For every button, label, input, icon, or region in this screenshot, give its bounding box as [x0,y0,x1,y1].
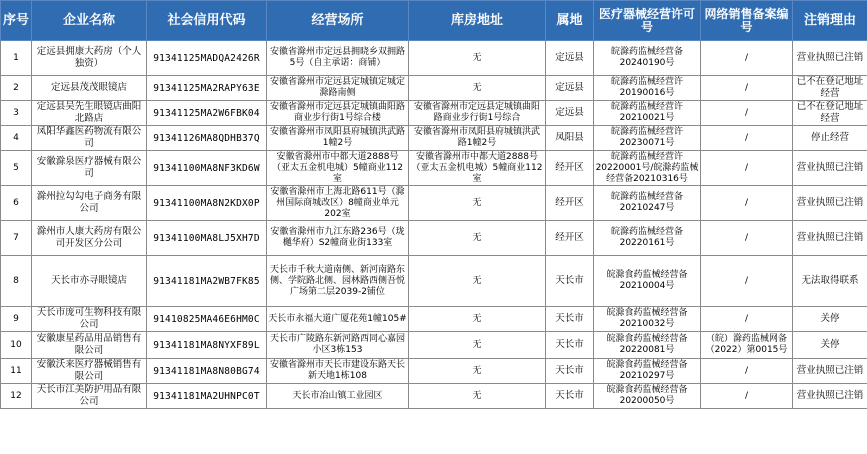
cell-business-address: 安徽省滁州市上海北路611号（滁州国际商城改区）8幢商业单元202室 [267,186,409,221]
cell-license: 皖滁药监械经营备20220161号 [594,221,701,256]
cell-company: 凤阳华鑫医药物流有限公司 [32,126,147,151]
cell-online-record: / [701,307,793,332]
table-row [1,332,867,359]
cell-credit-code: 91341100MA8N2KDX0P [147,186,267,221]
cell-reason: 营业执照已注销 [793,221,867,256]
cell-company: 定远县吴先生眼镜店曲阳北路店 [32,101,147,126]
cell-seq: 9 [1,307,32,332]
cell-region: 经开区 [546,151,594,186]
cell-credit-code: 91341125MA2RAPY63E [147,76,267,101]
cell-warehouse-address: 无 [409,76,546,101]
header-business-address: 经营场所 [267,1,409,41]
cell-region: 天长市 [546,332,594,359]
cell-license: 皖滁药监械经营许20190016号 [594,76,701,101]
table-row [1,384,867,409]
cell-license: 皖滁药监械经营许20220001号/皖滁药监械经营备20210316号 [594,151,701,186]
cell-warehouse-address: 无 [409,384,546,409]
cell-reason: 营业执照已注销 [793,186,867,221]
table-row [1,256,867,307]
cell-reason: 营业执照已注销 [793,41,867,76]
table-row [1,221,867,256]
table-row [1,307,867,332]
cell-company: 天长市江美防护用品有限公司 [32,384,147,409]
cell-online-record: / [701,101,793,126]
cell-business-address: 安徽省滁州市凤阳县府城镇洪武路1幢2号 [267,126,409,151]
cell-online-record: / [701,186,793,221]
cell-license: 皖滁药监械经营备20240190号 [594,41,701,76]
cell-seq: 10 [1,332,32,359]
header-warehouse-address: 库房地址 [409,1,546,41]
cell-business-address: 天长市冶山镇工业园区 [267,384,409,409]
cell-region: 天长市 [546,359,594,384]
cell-seq: 3 [1,101,32,126]
cell-region: 定远县 [546,76,594,101]
cell-warehouse-address: 安徽省滁州市凤阳县府城镇洪武路1幢2号 [409,126,546,151]
cell-company: 安徽沃来医疗器械销售有限公司 [32,359,147,384]
table-row [1,151,867,186]
cell-business-address: 安徽省滁州市中都大道2888号（亚太五金机电城）5幢商业112室 [267,151,409,186]
cell-online-record: / [701,151,793,186]
cell-business-address: 安徽省滁州市定远县定城镇曲阳路商业步行街1号综合楼 [267,101,409,126]
table-body [1,41,867,409]
cell-seq: 12 [1,384,32,409]
cell-credit-code: 91341181MA8N80BG74 [147,359,267,384]
cell-warehouse-address: 无 [409,41,546,76]
cell-credit-code: 91341125MADQA2426R [147,41,267,76]
cell-credit-code: 91341181MA2UHNPC0T [147,384,267,409]
cell-online-record: / [701,76,793,101]
cell-warehouse-address: 无 [409,221,546,256]
cell-business-address: 天长市广陵路东新河路西同心嘉园小区3栋153 [267,332,409,359]
cell-business-address: 安徽省滁州市天长市建设东路天长新天地1栋108 [267,359,409,384]
cell-reason: 关停 [793,332,867,359]
cell-credit-code: 91341125MA2W6FBK04 [147,101,267,126]
header-seq: 序号 [1,1,32,41]
cell-credit-code: 91410825MA46E6HM0C [147,307,267,332]
cell-warehouse-address: 无 [409,307,546,332]
cell-seq: 1 [1,41,32,76]
cell-warehouse-address: 无 [409,186,546,221]
cell-region: 经开区 [546,221,594,256]
cell-business-address: 安徽省滁州市定远县定城镇定城定滁路南侧 [267,76,409,101]
cell-online-record: / [701,221,793,256]
cell-online-record: / [701,126,793,151]
cell-license: 皖滁食药监械经营备20200050号 [594,384,701,409]
cell-region: 定远县 [546,41,594,76]
cell-credit-code: 91341181MA8NYXF89L [147,332,267,359]
cell-seq: 6 [1,186,32,221]
cell-online-record: / [701,384,793,409]
cell-business-address: 天长市千秋大道南侧、新河南路东侧、学院路北侧、园林路西侧吾悦广场第二层2039-2铺位 [267,256,409,307]
cell-online-record: / [701,41,793,76]
cell-seq: 4 [1,126,32,151]
cell-seq: 7 [1,221,32,256]
cell-reason: 已不在登记地址经营 [793,101,867,126]
cell-reason: 停止经营 [793,126,867,151]
table-header-row [1,1,867,41]
table-row [1,76,867,101]
cell-business-address: 天长市永福大道广厦花苑1幢105# [267,307,409,332]
header-credit-code: 社会信用代码 [147,1,267,41]
cell-region: 经开区 [546,186,594,221]
cell-license: 皖滁食药监械经营备20220081号 [594,332,701,359]
cell-region: 天长市 [546,256,594,307]
header-reason: 注销理由 [793,1,867,41]
cell-reason: 营业执照已注销 [793,359,867,384]
cell-company: 滁州拉勾勾电子商务有限公司 [32,186,147,221]
cell-company: 定远县茂茂眼镜店 [32,76,147,101]
cell-business-address: 安徽省滁州市定远县拥晓乡双拥路5号（自主承诺：商铺） [267,41,409,76]
cell-credit-code: 91341100MA8NF3KD6W [147,151,267,186]
table-row [1,359,867,384]
header-company: 企业名称 [32,1,147,41]
cell-seq: 5 [1,151,32,186]
cell-online-record: / [701,359,793,384]
cell-license: 皖滁食药监械经营备20210297号 [594,359,701,384]
cell-warehouse-address: 无 [409,256,546,307]
cell-reason: 营业执照已注销 [793,384,867,409]
cell-reason: 关停 [793,307,867,332]
cell-region: 定远县 [546,101,594,126]
cell-online-record: / [701,256,793,307]
table-row [1,126,867,151]
cell-company: 天长市亦寻眼镜店 [32,256,147,307]
cell-credit-code: 91341126MA8QDHB37Q [147,126,267,151]
cell-warehouse-address: 无 [409,332,546,359]
cell-region: 天长市 [546,307,594,332]
cell-credit-code: 91341100MA8LJ5XH7D [147,221,267,256]
cell-license: 皖滁食药监械经营备20210004号 [594,256,701,307]
cell-reason: 已不在登记地址经营 [793,76,867,101]
cell-seq: 8 [1,256,32,307]
table-row [1,186,867,221]
header-region: 属地 [546,1,594,41]
table-row [1,41,867,76]
header-online-record: 网络销售备案编号 [701,1,793,41]
cell-warehouse-address: 无 [409,359,546,384]
cell-reason: 营业执照已注销 [793,151,867,186]
cell-license: 皖滁药监械经营许20230071号 [594,126,701,151]
cell-license: 皖滁药监械经营许20210021号 [594,101,701,126]
cell-seq: 11 [1,359,32,384]
cell-warehouse-address: 安徽省滁州市定远县定城镇曲阳路商业步行街1号综合 [409,101,546,126]
cell-region: 凤阳县 [546,126,594,151]
cell-business-address: 安徽省滁州市九江东路236号（珑樾华府）S2幢商业街133室 [267,221,409,256]
cell-company: 天长市庞可生物科技有限公司 [32,307,147,332]
cell-company: 安徽康星药品用品销售有限公司 [32,332,147,359]
table-row [1,101,867,126]
header-license: 医疗器械经营许可号 [594,1,701,41]
cell-credit-code: 91341181MA2WB7FK85 [147,256,267,307]
cell-company: 安徽滁泉医疗器械有限公司 [32,151,147,186]
cell-online-record: （皖）滁药监械网备（2022）第0015号 [701,332,793,359]
cell-company: 定远县拥康大药房（个人独资） [32,41,147,76]
cell-license: 皖滁食药监械经营备20210032号 [594,307,701,332]
cell-license: 皖滁药监械经营备20210247号 [594,186,701,221]
cell-company: 滁州市人康大药房有限公司开发区分公司 [32,221,147,256]
cell-region: 天长市 [546,384,594,409]
cell-warehouse-address: 安徽省滁州市中都大道2888号（亚太五金机电城）5幢商业112室 [409,151,546,186]
cell-seq: 2 [1,76,32,101]
cell-reason: 无法取得联系 [793,256,867,307]
